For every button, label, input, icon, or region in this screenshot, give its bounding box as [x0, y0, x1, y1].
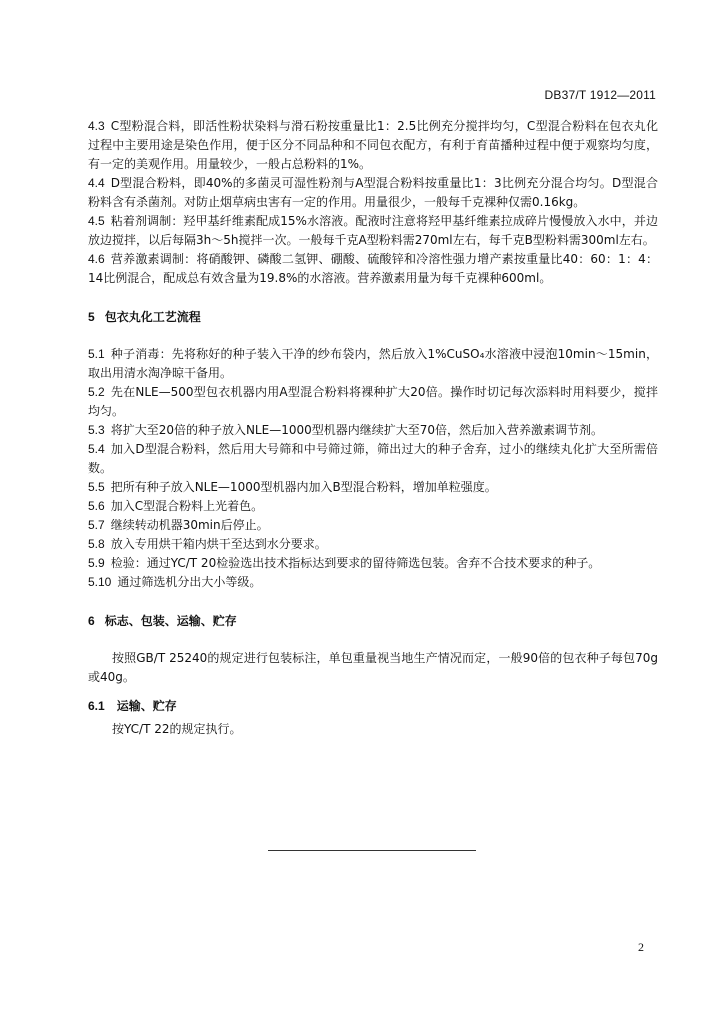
- clause-text: 加入C型混合粉料上光着色。: [110, 499, 264, 513]
- clause-number: 4.6: [88, 252, 105, 266]
- clause-number: 5.4: [88, 442, 105, 456]
- clause-text: 检验：通过YC/T 20检验选出技术指标达到要求的留待筛选包装。舍弃不合技术要求的种子。: [110, 556, 601, 570]
- clause-text: 放入专用烘干箱内烘干至达到水分要求。: [110, 537, 327, 551]
- clause-5-9: [88, 554, 658, 573]
- clause-number: 5.8: [88, 537, 105, 551]
- clause-number: 5.9: [88, 556, 105, 570]
- subsection-title: 运输、贮存: [116, 699, 177, 713]
- section-title: 标志、包装、运输、贮存: [104, 614, 237, 628]
- clause-text: 营养激素调制：将硝酸钾、磷酸二氢钾、硼酸、硫酸锌和冷溶性强力增产素按重量比40：60：1：4：14比例混合，配成总有效含量为19.8%的水溶液。营养激素用量为每千克裸种600ml。: [88, 252, 658, 285]
- clause-5-8: [88, 535, 658, 554]
- clause-text: 种子消毒：先将称好的种子装入干净的纱布袋内，然后放入1%CuSO₄水溶液中浸泡10min～15min，取出用清水淘净晾干备用。: [88, 347, 658, 380]
- document-body: [88, 117, 658, 739]
- clause-5-4: [88, 440, 658, 478]
- clause-number: 4.5: [88, 214, 105, 228]
- clause-text: 继续转动机器30min后停止。: [110, 518, 269, 532]
- clause-number: 5.2: [88, 385, 105, 399]
- standard-code: DB37/T 1912—2011: [544, 88, 656, 102]
- clause-number: 4.4: [88, 176, 105, 190]
- clause-number: 4.3: [88, 119, 105, 133]
- clause-text: 粘着剂调制：羟甲基纤维素配成15%水溶液。配液时注意将羟甲基纤维素拉成碎片慢慢放入水中，并边放边搅拌，以后每隔3h～5h搅拌一次。一般每千克A型粉料需270ml左右，每千克B型粉料需300ml左右。: [88, 214, 658, 247]
- subsection-number: 6.1: [88, 699, 105, 713]
- section-title: 包衣丸化工艺流程: [104, 310, 201, 324]
- page-number: 2: [638, 940, 644, 954]
- clause-5-1: [88, 345, 658, 383]
- section-6-1-paragraph: 按YC/T 22的规定执行。: [112, 722, 242, 736]
- section-5-heading: [88, 308, 658, 327]
- clause-5-5: [88, 478, 658, 497]
- clause-number: 5.1: [88, 347, 105, 361]
- clause-4-4: [88, 174, 658, 212]
- clause-5-10: [88, 573, 658, 592]
- clause-text: D型混合粉料，即40%的多菌灵可湿性粉剂与A型混合粉料按重量比1：3比例充分混合均匀。D型混合粉料含有杀菌剂。对防止烟草病虫害有一定的作用。用量很少，一般每千克裸种仅需0.16kg。: [88, 176, 658, 209]
- clause-4-6: [88, 250, 658, 288]
- clause-number: 5.10: [88, 575, 112, 589]
- clause-number: 5.7: [88, 518, 105, 532]
- section-number: 6: [88, 614, 95, 628]
- clause-5-3: [88, 421, 658, 440]
- section-6-1-heading: [88, 697, 658, 716]
- clause-5-2: [88, 383, 658, 421]
- section-6-heading: [88, 612, 658, 631]
- section-6-paragraph: 按照GB/T 25240的规定进行包装标注，单包重量视当地生产情况而定，一般90倍的包衣种子每包70g或40g。: [88, 651, 658, 684]
- clause-5-6: [88, 497, 658, 516]
- clause-text: 加入D型混合粉料，然后用大号筛和中号筛过筛，筛出过大的种子舍弃，过小的继续丸化扩大至所需倍数。: [88, 442, 658, 475]
- clause-4-5: [88, 212, 658, 250]
- clause-text: C型粉混合料，即活性粉状染料与滑石粉按重量比1：2.5比例充分搅拌均匀，C型混合粉料在包衣丸化过程中主要用途是染色作用，便于区分不同品种和不同包衣配方，有利于育苗播种过程中便于观察均匀度，有一定的美观作用。用量较少，一般占总粉料的1%。: [88, 119, 658, 171]
- clause-text: 将扩大至20倍的种子放入NLE—1000型机器内继续扩大至70倍，然后加入营养激素调节剂。: [110, 423, 604, 437]
- clause-text: 先在NLE—500型包衣机器内用A型混合粉料将裸种扩大20倍。操作时切记每次添料时用料要少，搅拌均匀。: [88, 385, 658, 418]
- clause-number: 5.3: [88, 423, 105, 437]
- section-number: 5: [88, 310, 95, 324]
- clause-5-7: [88, 516, 658, 535]
- clause-text: 把所有种子放入NLE—1000型机器内加入B型混合粉料，增加单粒强度。: [110, 480, 497, 494]
- clause-text: 通过筛选机分出大小等级。: [117, 575, 262, 589]
- clause-number: 5.5: [88, 480, 105, 494]
- clause-4-3: [88, 117, 658, 174]
- clause-number: 5.6: [88, 499, 105, 513]
- end-rule: [268, 850, 476, 851]
